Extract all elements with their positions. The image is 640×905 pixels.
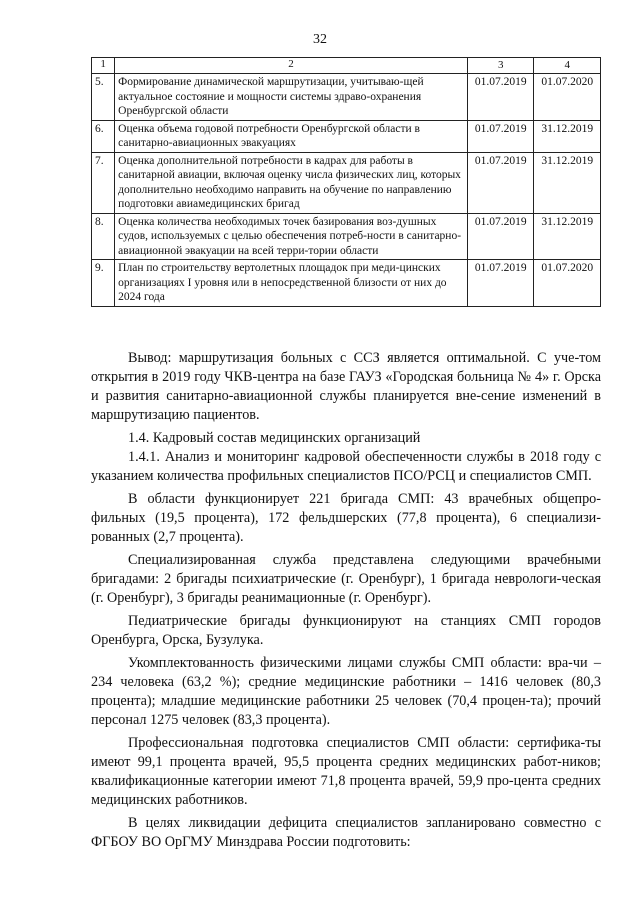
body-text [91,349,601,856]
header-cell: 4 [534,58,601,74]
table-row [92,74,601,121]
table-row [92,152,601,213]
row-start-date: 01.07.2019 [467,260,534,307]
row-end-date: 31.12.2019 [534,120,601,152]
header-cell: 1 [92,58,115,74]
row-number: 9. [92,260,115,307]
row-start-date: 01.07.2019 [467,213,534,260]
header-cell: 2 [115,58,468,74]
table-row [92,213,601,260]
row-number: 6. [92,120,115,152]
pediatric-teams-paragraph: Педиатрические бригады функционируют на станциях СМП городов Оренбурга, Орска, Бузулука. [91,613,601,648]
row-start-date: 01.07.2019 [467,152,534,213]
table-row [92,260,601,307]
row-description: План по строительству вертолетных площадок при меди-цинских организациях I уровня или в непосредственной близости от них до 2024 года [115,260,468,307]
row-end-date: 31.12.2019 [534,213,601,260]
deficit-paragraph: В целях ликвидации дефицита специалистов запланировано совместно с ФГБОУ ВО ОрГМУ Минздрава России подготовить: [91,815,601,850]
page-number: 32 [313,32,327,47]
row-number: 8. [92,213,115,260]
section-heading: 1.4. Кадровый состав медицинских организаций [128,430,421,446]
row-end-date: 31.12.2019 [534,152,601,213]
row-description: Оценка количества необходимых точек базирования воз-душных судов, используемых с целью обеспечения потреб-ности в санитарно-авиационной эвакуации на всей терри-тории области [115,213,468,260]
row-start-date: 01.07.2019 [467,120,534,152]
row-start-date: 01.07.2019 [467,74,534,121]
subsection-paragraph: 1.4.1. Анализ и мониторинг кадровой обеспеченности службы в 2018 году с указанием количества профильных специалистов ПСО/РСЦ и специалистов СМП. [91,449,601,484]
specialized-service-paragraph: Специализированная служба представлена следующими врачебными бригадами: 2 бригады психиатрические (г. Оренбург), 1 бригада неврологи-ческая (г. Оренбург), 3 бригады реанимационные (г. Оренбург). [91,552,601,606]
plan-table [91,57,601,307]
staffing-paragraph: Укомплектованность физическими лицами службы СМП области: вра-чи –234 человека (63,2 %); средние медицинские работники – 1416 человек (80,3 процента); младшие медицинские работники 25 человек (70,4 процен-та); прочий персонал 1275 человек (83,3 процента). [91,655,601,728]
row-end-date: 01.07.2020 [534,74,601,121]
table-header-row [92,58,601,74]
row-number: 5. [92,74,115,121]
row-number: 7. [92,152,115,213]
teams-paragraph: В области функционирует 221 бригада СМП: 43 врачебных общепро-фильных (19,5 процента), 172 фельдшерских (77,8 процента), 6 специализи-рованных (2,7 процента). [91,491,601,545]
row-description: Оценка дополнительной потребности в кадрах для работы в санитарной авиации, включая оценку числа физических лиц, которых дополнительно необходимо направить на обучение по направлению подготовки авиамедицинских бригад [115,152,468,213]
row-description: Формирование динамической маршрутизации, учитываю-щей актуальное состояние и мощности системы здраво-охранения Оренбургской области [115,74,468,121]
header-cell: 3 [467,58,534,74]
row-end-date: 01.07.2020 [534,260,601,307]
row-description: Оценка объема годовой потребности Оренбургской области в санитарно-авиационных эвакуациях [115,120,468,152]
table-row [92,120,601,152]
training-paragraph: Профессиональная подготовка специалистов СМП области: сертифика-ты имеют 99,1 процента врачей, 95,5 процента средних медицинских работ-ников; квалификационные категории имеют 71,8 процента врачей, 59,9 про-цента средних медицинских работников. [91,735,601,808]
conclusion-paragraph: Вывод: маршрутизация больных с ССЗ является оптимальной. С уче-том открытия в 2019 году ЧКВ-центра на базе ГАУЗ «Городская больница № 4» г. Орска и развития санитарно-авиационной службы планируется вне-сение изменений в маршрутизацию пациентов. [91,350,601,423]
